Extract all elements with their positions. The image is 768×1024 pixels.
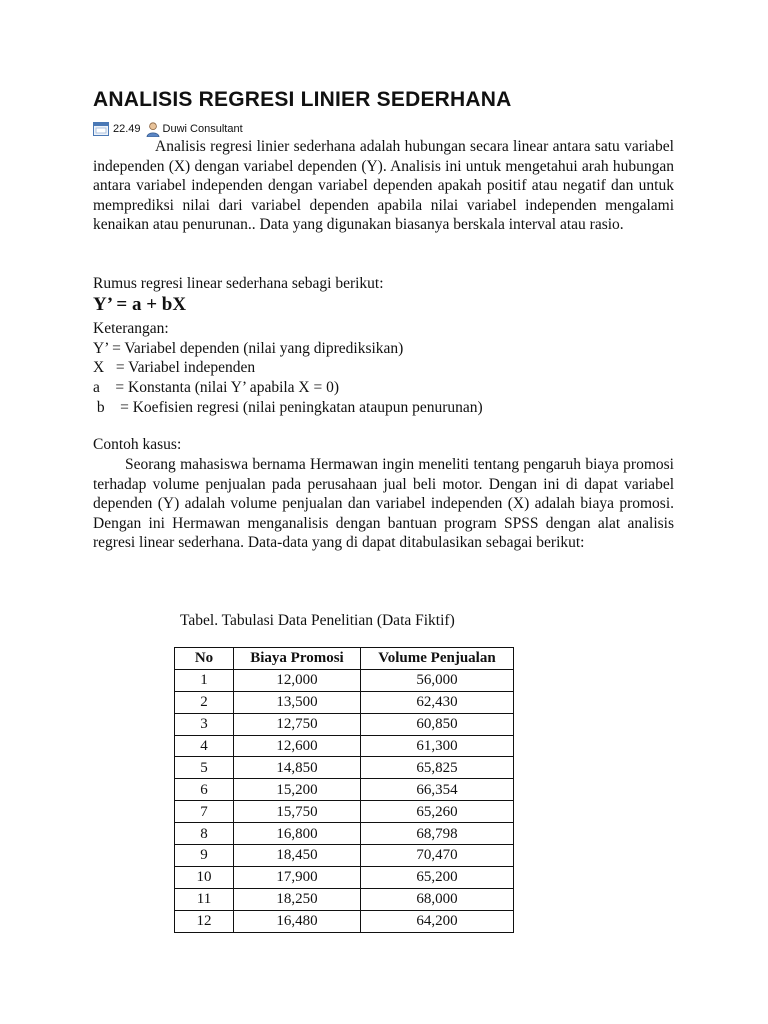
cell-biaya-promosi: 16,800 [234, 823, 361, 845]
column-header: No [175, 648, 234, 670]
column-header: Volume Penjualan [361, 648, 514, 670]
cell-no: 2 [175, 691, 234, 713]
table-row [175, 823, 514, 845]
table-row [175, 735, 514, 757]
table-row [175, 801, 514, 823]
cell-no: 11 [175, 888, 234, 910]
cell-volume-penjualan: 61,300 [361, 735, 514, 757]
cell-no: 4 [175, 735, 234, 757]
cell-volume-penjualan: 65,200 [361, 866, 514, 888]
cell-biaya-promosi: 18,250 [234, 888, 361, 910]
table-row [175, 888, 514, 910]
cell-biaya-promosi: 14,850 [234, 757, 361, 779]
cell-no: 3 [175, 713, 234, 735]
keterangan-item: b = Koefisien regresi (nilai peningkatan ataupun penurunan) [93, 399, 483, 416]
regression-formula: Y’ = a + bX [93, 294, 187, 315]
cell-no: 8 [175, 823, 234, 845]
case-label: Contoh kasus: [93, 436, 182, 453]
cell-volume-penjualan: 65,825 [361, 757, 514, 779]
table-body [175, 669, 514, 932]
keterangan-item: a = Konstanta (nilai Y’ apabila X = 0) [93, 379, 340, 396]
cell-no: 10 [175, 866, 234, 888]
cell-biaya-promosi: 15,200 [234, 779, 361, 801]
cell-biaya-promosi: 13,500 [234, 691, 361, 713]
column-header: Biaya Promosi [234, 648, 361, 670]
cell-biaya-promosi: 17,900 [234, 866, 361, 888]
cell-biaya-promosi: 15,750 [234, 801, 361, 823]
table-row [175, 845, 514, 867]
cell-biaya-promosi: 12,600 [234, 735, 361, 757]
keterangan-item: X = Variabel independen [93, 359, 256, 376]
table-row [175, 757, 514, 779]
formula-intro: Rumus regresi linear sederhana sebagi berikut: [93, 275, 384, 292]
table-row [175, 669, 514, 691]
cell-volume-penjualan: 70,470 [361, 845, 514, 867]
cell-no: 12 [175, 910, 234, 932]
cell-no: 9 [175, 845, 234, 867]
cell-volume-penjualan: 65,260 [361, 801, 514, 823]
table-header-row [175, 648, 514, 670]
page-title: ANALISIS REGRESI LINIER SEDERHANA [93, 88, 512, 111]
cell-biaya-promosi: 16,480 [234, 910, 361, 932]
table-row [175, 779, 514, 801]
keterangan-item: Y’ = Variabel dependen (nilai yang diprediksikan) [93, 340, 404, 357]
cell-volume-penjualan: 62,430 [361, 691, 514, 713]
cell-volume-penjualan: 56,000 [361, 669, 514, 691]
cell-volume-penjualan: 66,354 [361, 779, 514, 801]
cell-no: 7 [175, 801, 234, 823]
cell-no: 5 [175, 757, 234, 779]
cell-biaya-promosi: 12,750 [234, 713, 361, 735]
table-row [175, 866, 514, 888]
post-author[interactable]: Duwi Consultant [162, 123, 243, 135]
cell-volume-penjualan: 64,200 [361, 910, 514, 932]
cell-biaya-promosi: 18,450 [234, 845, 361, 867]
cell-volume-penjualan: 68,000 [361, 888, 514, 910]
table-caption: Tabel. Tabulasi Data Penelitian (Data Fiktif) [180, 612, 455, 629]
cell-no: 1 [175, 669, 234, 691]
data-table [174, 647, 514, 933]
intro-paragraph: Analisis regresi linier sederhana adalah hubungan secara linear antara satu variabel independen (X) dengan variabel dependen (Y). Analisis ini untuk mengetahui arah hubungan antara variabel independen dengan variabel dependen apakah positif atau negatif dan untuk memprediksi nilai dari variabel dependen apabila nilai variabel independen mengalami kenaikan atau penurunan.. Data yang digunakan biasanya berskala interval atau rasio. [93, 138, 674, 233]
post-meta [93, 121, 243, 137]
case-paragraph: Seorang mahasiswa bernama Hermawan ingin meneliti tentang pengaruh biaya promosi terhadap volume penjualan pada perusahaan jual beli motor. Dengan ini di dapat variabel dependen (Y) adalah volume penjualan dan variabel independen (X) adalah biaya promosi. Dengan ini Hermawan menganalisis dengan bantuan program SPSS dengan alat analisis regresi linear sederhana. Data-data yang di dapat ditabulasikan sebagai berikut: [93, 456, 674, 551]
cell-biaya-promosi: 12,000 [234, 669, 361, 691]
table-row [175, 910, 514, 932]
table-row [175, 691, 514, 713]
user-icon [146, 122, 160, 137]
keterangan-label: Keterangan: [93, 320, 169, 337]
cell-no: 6 [175, 779, 234, 801]
post-time: 22.49 [113, 123, 141, 135]
cell-volume-penjualan: 68,798 [361, 823, 514, 845]
table-row [175, 713, 514, 735]
cell-volume-penjualan: 60,850 [361, 713, 514, 735]
calendar-icon [93, 122, 109, 136]
